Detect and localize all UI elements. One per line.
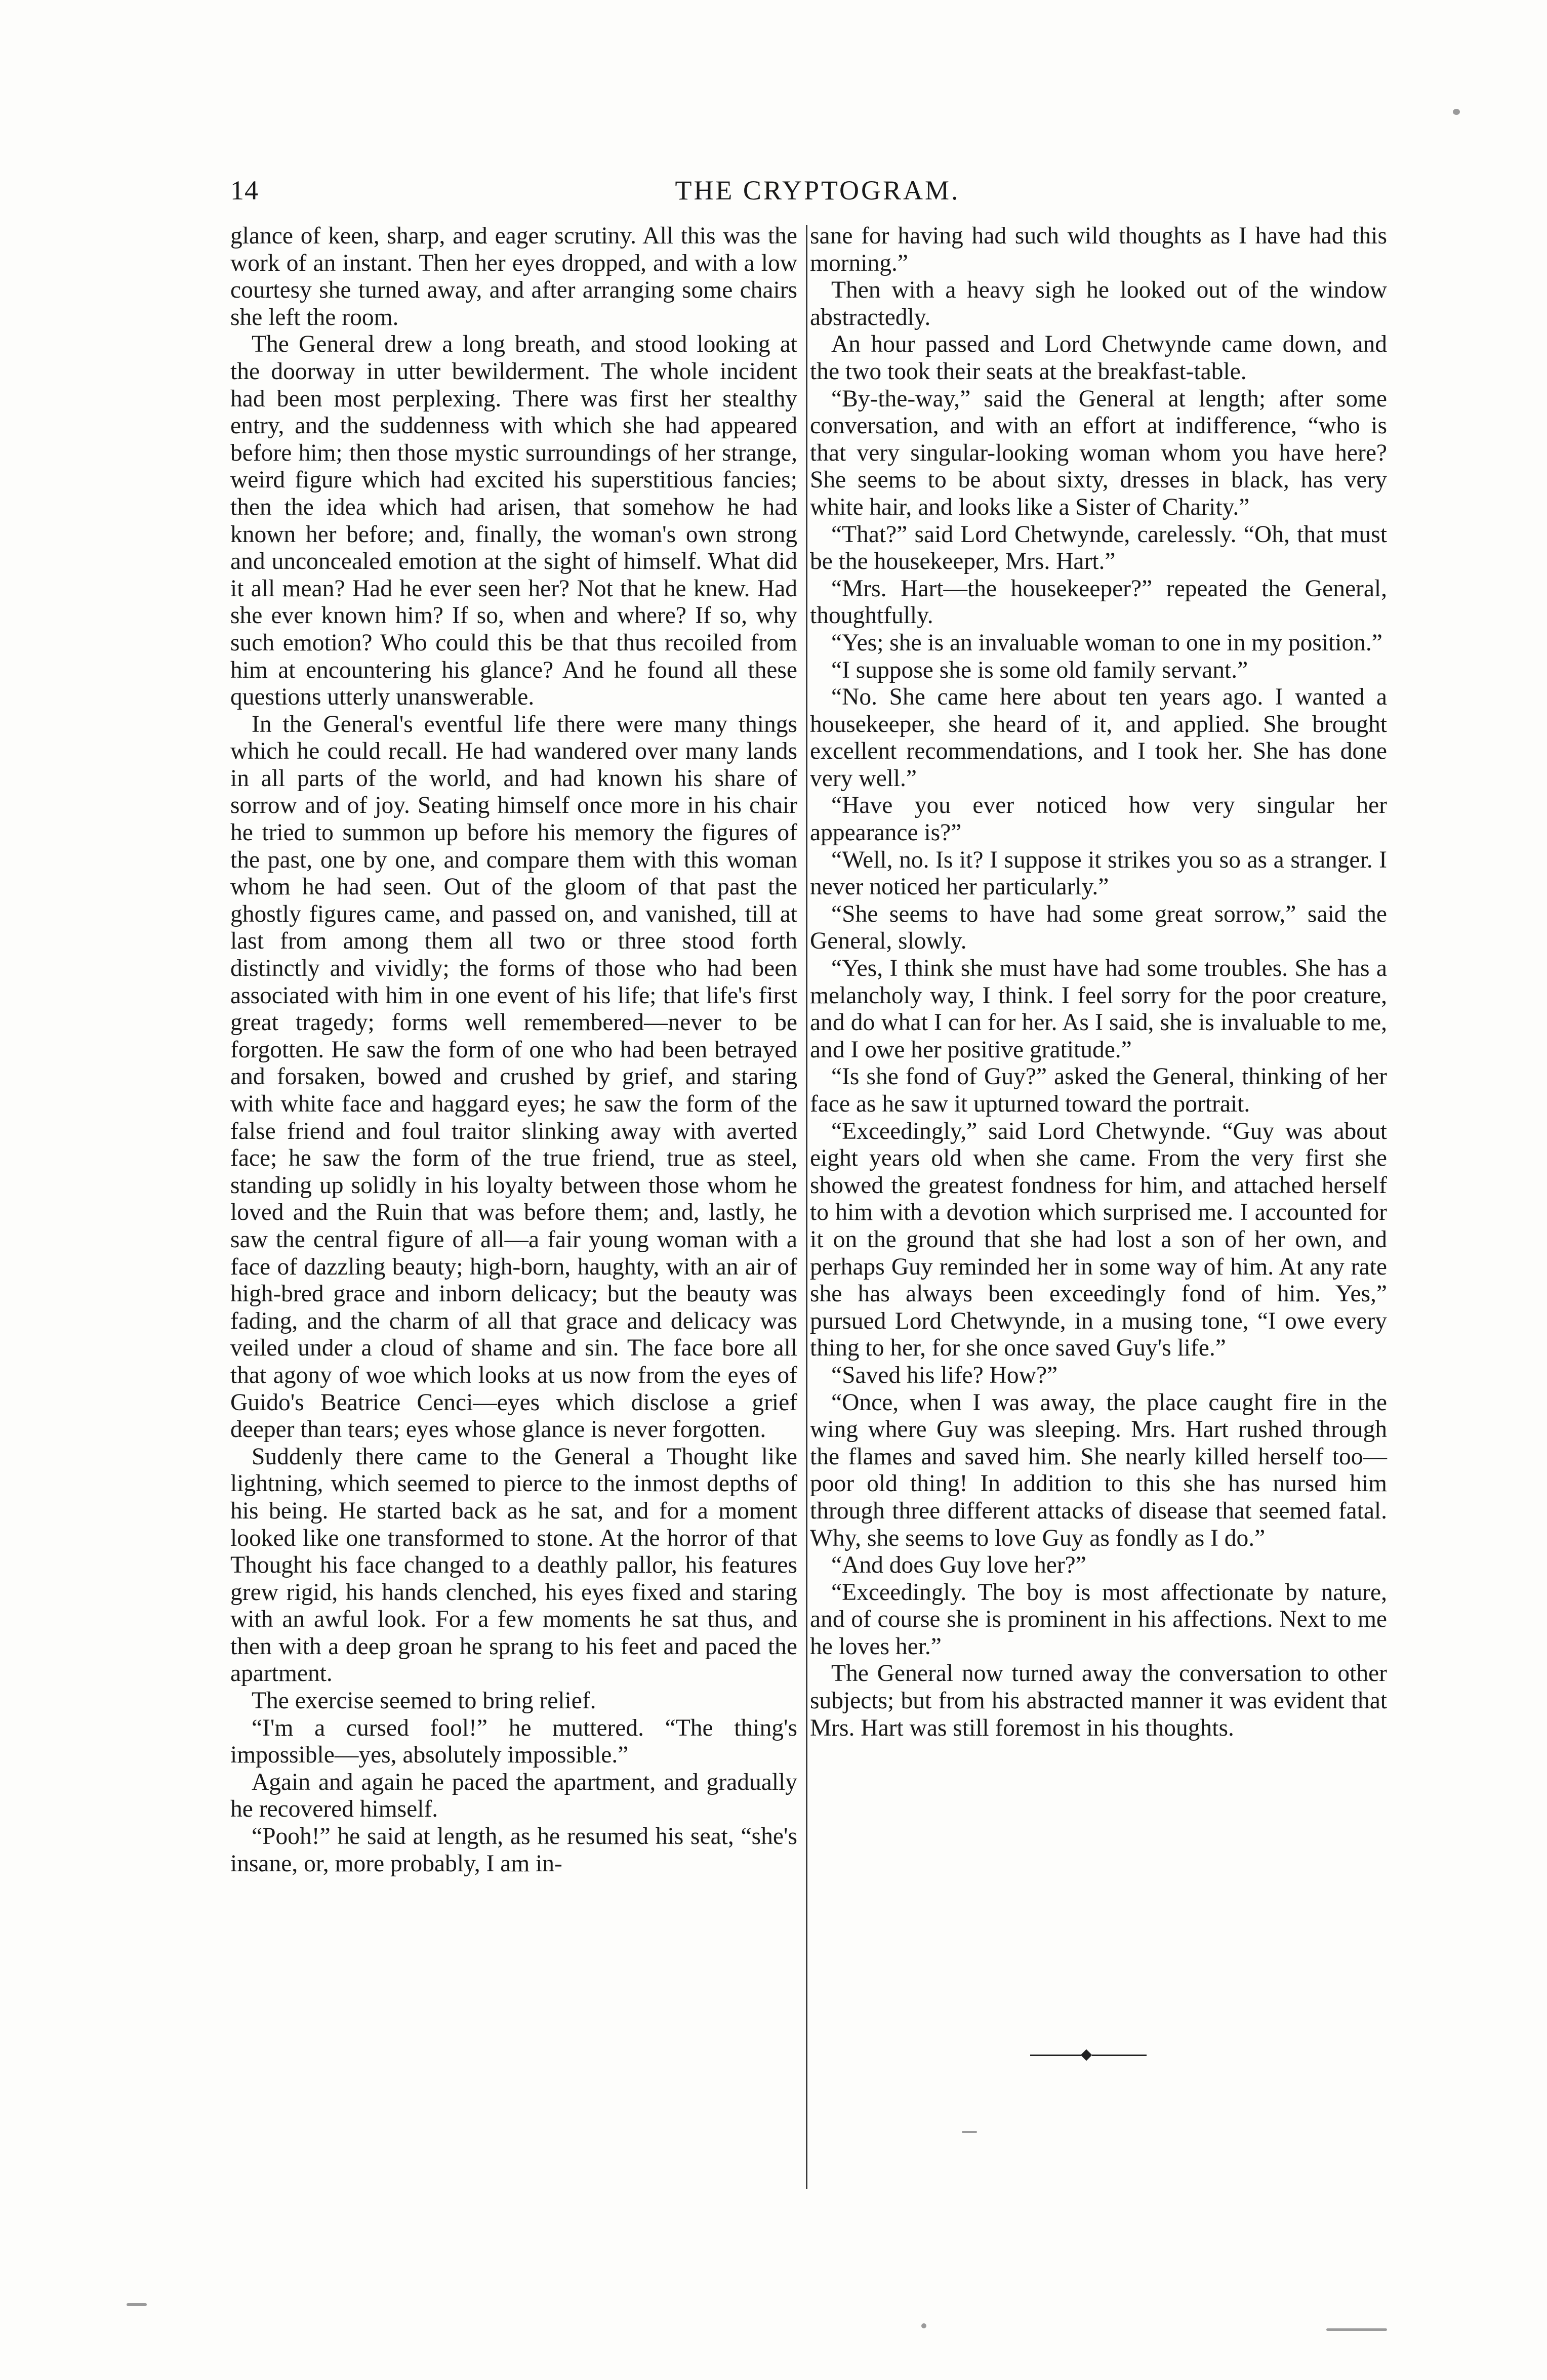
paragraph: “Is she fond of Guy?” asked the General, thinking of her face as he saw it upturned toward the portrait. xyxy=(810,1063,1387,1117)
page-header xyxy=(230,175,1405,215)
ornament-line-left xyxy=(1030,2055,1081,2056)
paragraph: “By-the-way,” said the General at length; after some conversation, and with an effort at indifference, “who is that very singular-looking woman whom you have here? She seems to be about sixty, dresses in black, has very white hair, and looks like a Sister of Charity.” xyxy=(810,385,1387,520)
paragraph: “No. She came here about ten years ago. I wanted a housekeeper, she heard of it, and applied. She brought excellent recommendations, and I took her. She has done very well.” xyxy=(810,684,1387,792)
paragraph: sane for having had such wild thoughts as I have had this morning.” xyxy=(810,223,1387,276)
paragraph: “Have you ever noticed how very singular her appearance is?” xyxy=(810,792,1387,846)
right-column xyxy=(810,223,1387,1742)
paragraph: “Exceedingly,” said Lord Chetwynde. “Guy was about eight years old when she came. From the very first she showed the greatest fondness for him, and attached herself to him with a devotion which surprised me. I accounted for it on the ground that she had lost a son of her own, and perhaps Guy reminded her in some way of him. At any rate she has always been exceedingly fond of him. Yes,” pursued Lord Chetwynde, in a musing tone, “I owe every thing to her, for she once saved Guy's life.” xyxy=(810,1118,1387,1362)
column-divider xyxy=(806,225,807,2189)
paragraph: An hour passed and Lord Chetwynde came down, and the two took their seats at the breakfast-table. xyxy=(810,331,1387,385)
paragraph: “I suppose she is some old family servant.” xyxy=(831,656,1248,683)
paragraph: “Mrs. Hart—the housekeeper?” repeated the General, thoughtfully. xyxy=(810,575,1387,629)
paragraph: In the General's eventful life there were many things which he could recall. He had wandered over many lands in all parts of the world, and had known his share of sorrow and of joy. Seating himself once more in his chair he tried to summon up before his memory the figures of the past, one by one, and compare them with this woman whom he had seen. Out of the gloom of that past the ghostly figures came, and passed on, and vanished, till at last from among them all two or three stood forth distinctly and vividly; the forms of those who had been associated with him in one event of his life; that life's first great tragedy; forms well remembered—never to be forgotten. He saw the form of one who had been betrayed and forsaken, bowed and crushed by grief, and staring with white face and haggard eyes; he saw the form of the false friend and foul traitor slinking away with averted face; he saw the form of the true friend, true as steel, standing up solidly in his loyalty between those whom he loved and the Ruin that was before them; and, lastly, he saw the central figure of all—a fair young woman with a face of dazzling beauty; high-born, haughty, with an air of high-bred grace and inborn delicacy; but the beauty was fading, and the charm of all that grace and delicacy was veiled under a cloud of shame and sin. The face bore all that agony of woe which looks at us now from the eyes of Guido's Beatrice Cenci—eyes which disclose a grief deeper than tears; eyes whose glance is never forgotten. xyxy=(230,711,797,1443)
ornament-diamond xyxy=(1081,2049,1092,2061)
paragraph: “Yes, I think she must have had some troubles. She has a melancholy way, I think. I feel sorry for the poor creature, and do what I can for her. As I said, she is invaluable to me, and I owe her positive gratitude.” xyxy=(810,955,1387,1063)
paragraph: “And does Guy love her?” xyxy=(831,1552,1086,1579)
paragraph: “That?” said Lord Chetwynde, carelessly. “Oh, that must be the housekeeper, Mrs. Hart.” xyxy=(810,521,1387,575)
paragraph: “Saved his life? How?” xyxy=(831,1362,1058,1388)
paragraph: The General drew a long breath, and stood looking at the doorway in utter bewilderment. The whole incident had been most perplexing. There was first her stealthy entry, and the suddenness with which she had appeared before him; then those mystic surroundings of her strange, weird figure which had excited his superstitious fancies; then the idea which had arisen, that somehow he had known her before; and, finally, the woman's own strong and unconcealed emotion at the sight of himself. What did it all mean? Had he ever seen her? Not that he knew. Had she ever known him? If so, when and where? If so, why such emotion? Who could this be that thus recoiled from him at encountering his glance? And he found all these questions utterly unanswerable. xyxy=(230,331,797,711)
paragraph: Again and again he paced the apartment, and gradually he recovered himself. xyxy=(230,1769,797,1823)
ornament-line-right xyxy=(1092,2055,1147,2056)
paragraph: “Once, when I was away, the place caught fire in the wing where Guy was sleeping. Mrs. Hart rushed through the flames and saved him. She nearly killed herself too—poor old thing! In addition to this she has nursed him through three different attacks of disease that seemed fatal. Why, she seems to love Guy as fondly as I do.” xyxy=(810,1389,1387,1551)
left-column xyxy=(230,223,797,1877)
paragraph: “Pooh!” he said at length, as he resumed his seat, “she's insane, or, more probably, I am in- xyxy=(230,1823,797,1877)
scan-speck xyxy=(127,2303,147,2306)
paragraph: “I'm a cursed fool!” he muttered. “The thing's impossible—yes, absolutely impossible.” xyxy=(230,1714,797,1769)
paragraph: “Well, no. Is it? I suppose it strikes you so as a stranger. I never noticed her particularly.” xyxy=(810,846,1387,900)
paragraph: “Exceedingly. The boy is most affectionate by nature, and of course she is prominent in his affections. Next to me he loves her.” xyxy=(810,1579,1387,1660)
paragraph: glance of keen, sharp, and eager scrutiny. All this was the work of an instant. Then her eyes dropped, and with a low courtesy she turned away, and after arranging some chairs she left the room. xyxy=(230,223,797,331)
scan-speck xyxy=(1326,2328,1387,2331)
section-end-ornament xyxy=(1030,2050,1147,2060)
paragraph: Then with a heavy sigh he looked out of the window abstractedly. xyxy=(810,277,1387,331)
paragraph: “She seems to have had some great sorrow,” said the General, slowly. xyxy=(810,900,1387,955)
scan-speck xyxy=(962,2131,977,2133)
paragraph: The exercise seemed to bring relief. xyxy=(252,1688,596,1714)
page-number: 14 xyxy=(230,175,259,206)
paragraph: Suddenly there came to the General a Thought like lightning, which seemed to pierce to the inmost depths of his being. He started back as he sat, and for a moment looked like one transformed to stone. At the horror of that Thought his face changed to a deathly pallor, his features grew rigid, his hands clenched, his eyes fixed and staring with an awful look. For a few moments he sat thus, and then with a deep groan he sprang to his feet and paced the apartment. xyxy=(230,1443,797,1687)
scan-speck xyxy=(921,2323,926,2328)
scan-speck xyxy=(1453,109,1460,115)
paragraph: “Yes; she is an invaluable woman to one in my position.” xyxy=(831,629,1382,656)
running-title: THE CRYPTOGRAM. xyxy=(675,175,960,206)
paragraph: The General now turned away the conversation to other subjects; but from his abstracted manner it was evident that Mrs. Hart was still foremost in his thoughts. xyxy=(810,1660,1387,1741)
